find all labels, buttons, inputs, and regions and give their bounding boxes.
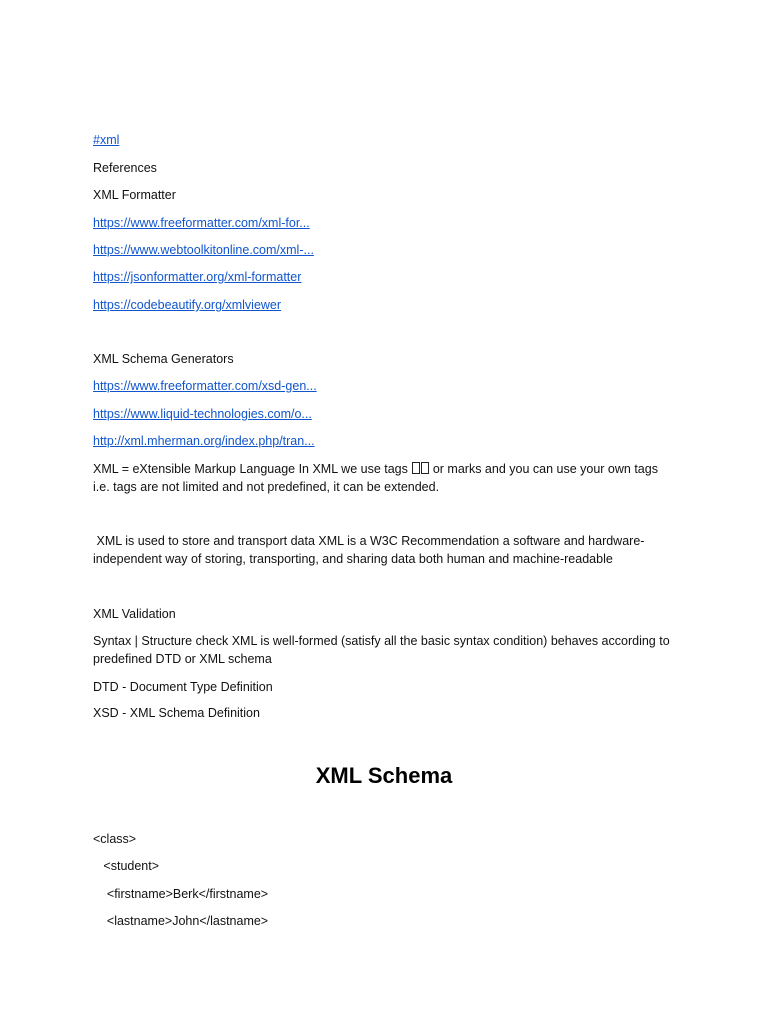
schema-generator-link-liquid-technologies[interactable]: https://www.liquid-technologies.com/o...: [93, 407, 312, 421]
xsd-definition: XSD - XML Schema Definition: [93, 706, 260, 720]
formatter-link-codebeautify[interactable]: https://codebeautify.org/xmlviewer: [93, 298, 282, 312]
formatter-link-freeformatter[interactable]: https://www.freeformatter.com/xml-for...: [93, 216, 310, 230]
xml-schema-heading: XML Schema: [315, 763, 453, 788]
schema-generator-link-mherman[interactable]: http://xml.mherman.org/index.php/tran...: [93, 434, 315, 448]
xml-tag-link[interactable]: #xml: [93, 133, 120, 147]
formatter-section-title: XML Formatter: [93, 188, 176, 202]
xml-usage-paragraph: XML is used to store and transport data XML is a W3C Recommendation a software and hardware-independent way of storing, transporting, and sharing data both human and machine-readable: [93, 534, 645, 566]
code-line: <lastname>John</lastname>: [93, 914, 269, 928]
validation-section-title: XML Validation: [93, 607, 176, 621]
definition-text-start: XML = eXtensible Markup Language In XML we use tags: [93, 462, 412, 476]
formatter-link-webtoolkitonline[interactable]: https://www.webtoolkitonline.com/xml-...: [93, 243, 314, 257]
missing-glyph-icon: [412, 462, 420, 474]
references-label: References: [93, 161, 157, 175]
xml-definition-paragraph: [93, 460, 678, 496]
formatter-link-jsonformatter[interactable]: https://jsonformatter.org/xml-formatter: [93, 270, 302, 284]
schema-generators-title: XML Schema Generators: [93, 352, 234, 366]
missing-glyph-icon: [421, 462, 429, 474]
code-line: <class>: [93, 832, 137, 846]
validation-description: Syntax | Structure check XML is well-formed (satisfy all the basic syntax condition) behaves according to predefined DTD or XML schema: [93, 634, 670, 666]
code-line: <firstname>Berk</firstname>: [93, 887, 269, 901]
schema-generator-link-freeformatter[interactable]: https://www.freeformatter.com/xsd-gen...: [93, 379, 317, 393]
definition-text-end: or marks and you can use your own tags i.e. tags are not limited and not predefined, it can be extended.: [93, 462, 658, 494]
code-line: <student>: [93, 859, 160, 873]
dtd-definition: DTD - Document Type Definition: [93, 680, 273, 694]
